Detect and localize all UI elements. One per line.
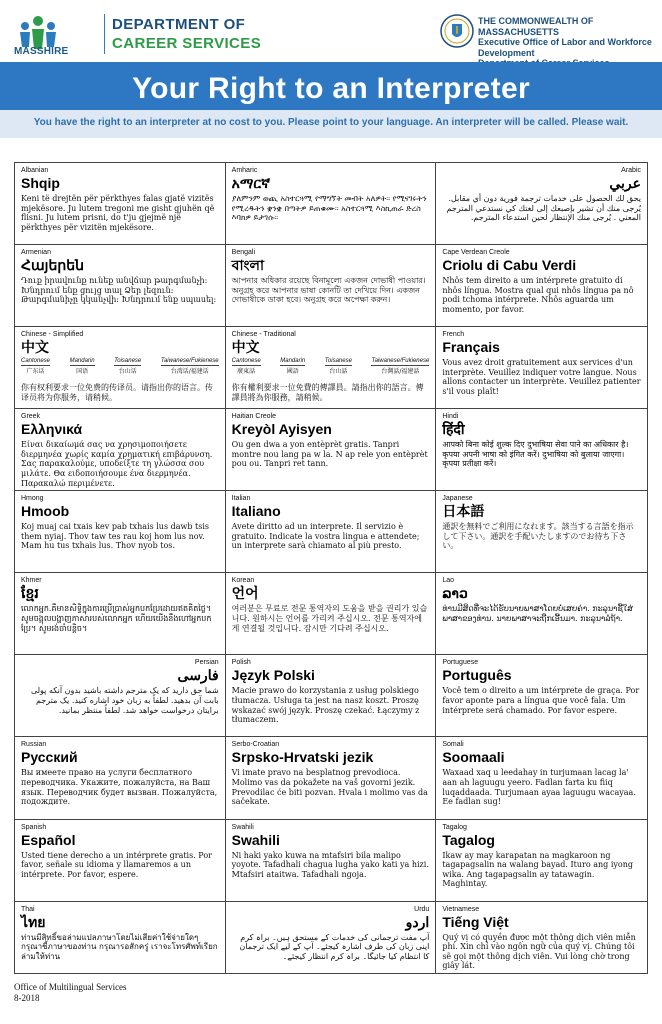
interpreter-message: លោកអ្នក.គឺមានសិទ្ធិក្នុងការប្រើប្រាស់អ្នកបកប្រែដោយឥតគិតថ្លៃ។ សូមចង្អុលបង្ហាញភាសារបស់លោកអ្នក ហើយយើងនឹងហៅអ្នកបកប្រែ។ សូមរង់ចាំបន្តិច។ (21, 604, 212, 633)
language-cell-thai[interactable] (15, 902, 226, 973)
language-native-name: Tiếng Việt (442, 913, 509, 930)
language-cell-italian[interactable] (226, 491, 437, 573)
language-native-name: عربي (609, 175, 641, 191)
interpreter-message: Вы имеете право на услуги бесплатного переводчика. Укажите, пожалуйста, на Ваш язык. Переводчик будет вызван. Пожалуйста, подождите. (21, 768, 218, 807)
dialect-native: 國語 (286, 368, 299, 376)
language-cell-lao[interactable] (436, 573, 647, 655)
dialect-item (114, 358, 141, 375)
dept-title-line1: DEPARTMENT OF (112, 16, 246, 33)
dialect-name: Toisanese (324, 358, 352, 365)
language-cell-arabic[interactable] (436, 163, 647, 245)
interpreter-message: Vi imate pravo na besplatnog prevodioca. Molimo vas da pokažete na vaš govorni jezik. Prevodilac će biti pozvan. Hvala i molimo vas da sačekate. (231, 768, 428, 807)
language-english-name: Russian (21, 741, 47, 749)
dialect-list (232, 358, 430, 375)
language-native-name: فارسی (177, 667, 219, 684)
header-divider (104, 14, 105, 54)
interpreter-message: Ni haki yako kuwa na mtafsiri bila malipo yoyote. Tafadhali chagua lugha yako kati ya hizi. Mtafsiri ataitwa. Tafadhali ngoja. (231, 850, 429, 879)
language-cell-hindi[interactable] (436, 409, 647, 491)
language-cell-armenian[interactable] (15, 245, 226, 327)
language-native-name: Italiano (231, 503, 281, 520)
language-native-name: Kreyòl Ayisyen (231, 421, 332, 438)
language-cell-somali[interactable] (436, 737, 647, 819)
language-english-name: Thai (21, 905, 35, 913)
dialect-name: Cantonese (231, 358, 261, 365)
interpreter-message: شما حق دارید که یک مترجم داشته باشید بدون آنکه پولی بابت آن بدهید. لطفاً به زبان خود اشاره کنید. یک مترجم برایتان درخواست خواهد شد. لطفاً منتظر بمانید. (30, 686, 219, 715)
language-native-name: Shqip (21, 175, 60, 191)
interpreter-message: Είναι δικαίωμά σας να χρησιμοποιήσετε διερμηνέα χωρίς καμία χρηματική επιβάρυνση. Σας παρακαλούμε, υποδείξτε τη γλώσσα σου μιλάτε. Θα ειδοποιήσουμε ένα διερμηνέα. Παρακαλώ περιμένετε. (21, 440, 213, 488)
language-english-name: Vietnamese (442, 905, 480, 913)
dialect-name: Mandarin (69, 358, 95, 365)
masshire-wordmark: MASSHIRE (14, 46, 69, 57)
language-native-name: Français (442, 339, 500, 356)
language-native-name: اردو (405, 913, 430, 930)
commonwealth-name: THE COMMONWEALTH OF MASSACHUSETTS (478, 16, 594, 37)
language-native-name: Soomaali (442, 749, 505, 766)
language-english-name: Somali (442, 741, 464, 749)
dialect-name: Taiwanese/Fukienese (160, 358, 219, 365)
language-cell-greek[interactable] (15, 409, 226, 491)
language-cell-russian[interactable] (15, 737, 226, 819)
language-cell-chinese-traditional[interactable] (226, 327, 437, 409)
language-english-name: Arabic (621, 167, 641, 174)
language-english-name: Armenian (21, 249, 51, 257)
language-english-name: Tagalog (442, 823, 467, 831)
language-native-name: 中文 (231, 339, 260, 356)
language-english-name: Urdu (414, 905, 430, 913)
language-native-name: Criolu di Cabu Verdi (442, 257, 577, 274)
language-cell-serbo-croatian[interactable] (226, 737, 437, 819)
interpreter-message: Quý vị có quyền được một thông dịch viên miễn phí. Xin chỉ vào ngôn ngữ của quý vị. Chúng tôi sẽ gọi một thông dịch viên. Vui lòng chờ trong giây lát. (442, 932, 636, 971)
interpreter-message: Usted tiene derecho a un intérprete gratis. Por favor, señale su idioma y llamaremos a un intérprete. Por favor, espere. (21, 850, 212, 879)
language-english-name: Polish (231, 659, 251, 667)
footer-office: Office of Multilingual Services (14, 982, 127, 992)
language-native-name: Português (442, 667, 512, 684)
footer (14, 982, 127, 1004)
language-native-name: Swahili (231, 831, 280, 848)
language-cell-cape-verdean-creole[interactable] (436, 245, 647, 327)
language-cell-bengali[interactable] (226, 245, 437, 327)
footer-date: 8-2018 (14, 993, 40, 1003)
interpreter-message: يحق لك الحصول على خدمات ترجمة فورية دون أي مقابل. يُرجى منك أن تشير بإصبعك إلى لغتك كي نستدعي المترجم المعني . يُرجى منك الإنتظار لحين استدعاء المترجم. (446, 194, 641, 223)
language-cell-tagalog[interactable] (436, 820, 647, 902)
language-cell-hmong[interactable] (15, 491, 226, 573)
header (0, 0, 662, 62)
language-grid (14, 162, 648, 974)
dialect-native: 广东话 (26, 368, 45, 376)
language-english-name: Greek (21, 413, 41, 421)
interpreter-message: آپ مفت ترجمانی کی خدمات کے مستحق ہیں۔ براہ کرم اپنی زبان کی طرف اشارہ کیجئے۔ آپ کے لیے ایک ترجمان کا انتظام کیا جائیگا۔ براہ کرم انتظار کیجئے۔ (239, 932, 430, 961)
language-native-name: ລາວ (442, 585, 468, 602)
dept-title-line2: CAREER SERVICES (112, 35, 262, 52)
language-native-name: 日本語 (442, 503, 485, 520)
language-native-name: Srpsko-Hrvatski jezik (231, 749, 374, 766)
language-english-name: Hmong (21, 495, 44, 503)
language-cell-persian[interactable] (15, 655, 226, 737)
language-english-name: Lao (442, 577, 455, 585)
language-english-name: Hindi (442, 413, 459, 421)
dialect-name: Cantonese (21, 358, 51, 365)
interpreter-message: ທ່ານມີສິດທີ່ຈະໄດ້ຮັບນາຍພາສາໂດຍບໍ່ເສຍຄ່າ. ກະລຸນາຊີ້ໃສ່ພາສາຂອງທ່ານ. ນາຍພາສາຈະຖືກເອີ້ນມາ. ກະລຸນາລໍຖ້າ. (442, 604, 633, 623)
commonwealth-block (478, 16, 662, 69)
interpreter-message: Ikaw ay may karapatan na magkaroon ng tagapagsalin na walang bayad. Ituro ang iyong wika. Ang tagapagsalin ay tatawagin. Maghintay. (442, 850, 633, 889)
dialect-list (21, 358, 219, 375)
dialect-item (70, 358, 95, 375)
language-cell-urdu[interactable] (226, 902, 437, 973)
dialect-item (325, 358, 352, 375)
executive-office: Executive Office of Labor and Workforce Development (478, 37, 652, 58)
interpreter-message: আপনার অধিকার রয়েছে বিনামূল্যে একজন দোভাষী পাওয়ার। অনুগ্রহ করে আপনার ভাষা কোনটি তা দেখিয়ে দিন। একজন দোভাষীকে ডাকা হবে। অনুগ্রহ করে অপেক্ষা করুন। (231, 276, 426, 305)
language-cell-japanese[interactable] (436, 491, 647, 573)
dialect-name: Toisanese (114, 358, 142, 365)
dialect-native: 廣東話 (237, 368, 256, 376)
language-native-name: Tagalog (442, 831, 495, 848)
language-english-name: Serbo-Croatian (231, 741, 280, 749)
interpreter-message: Avete diritto ad un interprete. Il servizio è gratuito. Indicate la vostra lingua e attendete; un interprete sarà chiamato al più presto. (231, 522, 420, 551)
interpreter-message: 여러분은 무료로 전문 통역자의 도움을 받을 권리가 있습니다. 원하시는 언어를 가리켜 주십시오. 전문 통역자에게 연결될 것입니다. 잠시만 기다려 주십시오. (231, 604, 428, 633)
dialect-native: 台湾话/福建话 (170, 368, 209, 376)
language-english-name: Amharic (231, 167, 258, 174)
language-native-name: 中文 (21, 339, 49, 356)
dialect-native: 台灣話/福建話 (381, 368, 420, 376)
page-subtitle: You have the right to an interpreter at no cost to you. Please point to your language. An interpreter will be called. Please wait. (33, 117, 629, 128)
language-english-name: Korean (231, 577, 255, 585)
interpreter-message: Դուք իրավունք ունեք անվճար թարգմանչի: Խնդրում ենք ցույց տալ Ձեր լեզուն: Թարգմանիչը կկանչվի: Խնդրում ենք սպասել: (21, 276, 217, 305)
language-english-name: Haitian Creole (231, 413, 277, 421)
language-cell-vietnamese[interactable] (436, 902, 647, 973)
language-english-name: Albanian (21, 167, 49, 174)
interpreter-message: 你有權利要求一位免費的傳譯員。請指出你的語言。傳譯員將為你服務，請稍候。 (231, 383, 424, 402)
interpreter-message: ท่านมีสิทธิ์ขอล่ามแปลภาษาโดยไม่เสียค่าใช้จ่ายใดๆ กรุณาชี้ภาษาของท่าน กรุณารอสักครู่ เราจะโทรศัพท์เรียกล่ามให้ท่าน (21, 932, 218, 961)
language-native-name: ខ្មែរ (21, 585, 39, 602)
dialect-name: Taiwanese/Fukienese (371, 358, 430, 365)
language-native-name: Język Polski (231, 667, 315, 684)
language-native-name: 언어 (231, 585, 259, 602)
language-english-name: Cape Verdean Creole (442, 249, 510, 257)
language-native-name: Հայերեն (21, 257, 84, 274)
language-english-name: Persian (194, 659, 219, 667)
language-native-name: ไทย (21, 913, 46, 930)
language-english-name: Portuguese (442, 659, 479, 667)
language-native-name: বাংলা (231, 257, 265, 274)
language-english-name: Spanish (21, 823, 47, 831)
interpreter-message: Você tem o direito a um intérprete de graça. Por favor aponte para a língua que você fala. Um intérprete será chamado. Por favor espere. (442, 686, 640, 715)
dialect-item (161, 358, 219, 375)
interpreter-message: ያለምንም ወጪ አስተርጓሚ የማግኘት መብት አለዎት። የሚናገሩትን የሚረዱትን ቋንቋ በጣትዎ ይጠቁሙ። አስተርጓሚ እስኪጠራ ድረስ እባክዎ ይታገሱ። (231, 194, 427, 223)
language-cell-haitian-creole[interactable] (226, 409, 437, 491)
language-native-name: Español (21, 831, 76, 848)
language-native-name: हिंदी (442, 421, 465, 438)
language-english-name: Khmer (21, 577, 42, 585)
interpreter-message: Waxaad xaq u leedahay in turjumaan lacag la' aan ah laguugu yeero. Fadlan farta ku fiiq luqaddaada. Turjumaan ayaa laguugu wacayaa. Ee fadlan sug! (442, 768, 636, 807)
interpreter-message: 通訳を無料でご利用になれます。該当する言語を指示して下さい。通訳を手配いたしますのでお待ち下さい。 (442, 522, 634, 551)
dialect-item (21, 358, 50, 375)
language-cell-swahili[interactable] (226, 820, 437, 902)
language-cell-amharic[interactable] (226, 163, 437, 245)
interpreter-message: Vous avez droit gratuitement aux services d'un interprète. Veuillez indiquer votre langue. Nous allons contacter un interprète. Veuillez patienter s'il vous plaît! (442, 358, 641, 396)
language-english-name: Bengali (231, 249, 256, 257)
language-english-name: Italian (231, 495, 251, 503)
language-cell-french[interactable] (436, 327, 647, 409)
language-cell-khmer[interactable] (15, 573, 226, 655)
language-english-name: Chinese - Simplified (21, 331, 84, 339)
dialect-item (232, 358, 261, 375)
language-native-name: Ελληνικά (21, 421, 83, 438)
interpreter-message: Nhôs tem direito a um intérprete gratuito di nhôs língua. Mostra qual qui nhôs língua pa nô podi tchoma intérprete. Nhôs aguarda um momento, por favor. (442, 276, 634, 314)
interpreter-message: Keni të drejtën për përkthyes falas gjatë vizitës mjekësore. Ju lutem tregoni me gisht gjuhën që flisni. Ju lutem prisni, do t'ju gjejmë një përkthyes për vizitën mjekësore. (21, 194, 215, 232)
dialect-item (371, 358, 429, 375)
interpreter-message: आपको बिना कोई शुल्क दिए दुभाषिया सेवा पाने का अधिकार है। कृपया अपनी भाषा को इंगित करें। दुभाषिया को बुलाया जाएगा। कृपया प्रतीक्षा करें। (442, 440, 629, 469)
language-cell-chinese-simplified[interactable] (15, 327, 226, 409)
language-cell-portuguese[interactable] (436, 655, 647, 737)
page-title: Your Right to an Interpreter (132, 72, 530, 105)
interpreter-message: Koj muaj cai txais kev pab txhais lus dawb tsis them nyiaj. Thov taw tes rau koj hom lus nov. Mam hu tus txhais lus. Thov nyob tos. (21, 522, 209, 551)
dialect-native: 台山話 (329, 368, 348, 376)
language-english-name: French (442, 331, 465, 339)
language-native-name: Hmoob (21, 503, 70, 520)
language-cell-korean[interactable] (226, 573, 437, 655)
language-english-name: Swahili (231, 823, 254, 831)
language-cell-spanish[interactable] (15, 820, 226, 902)
interpreter-message: Macie prawo do korzystania z usług polskiego tłumacza. Usługa ta jest na nasz koszt. Proszę wskazać swój język. Proszę czekać. Łączymy z tłumaczem. (231, 686, 420, 725)
language-english-name: Japanese (442, 495, 473, 503)
language-native-name: Русский (21, 749, 78, 766)
state-seal-icon (440, 14, 474, 48)
dialect-name: Mandarin (280, 358, 306, 365)
language-english-name: Chinese - Traditional (231, 331, 296, 339)
language-native-name: አማርኛ (231, 175, 270, 191)
dialect-item (280, 358, 305, 375)
interpreter-message: Ou gen dwa a yon entèprèt gratis. Tanpri montre nou lang pa w la. N ap rele yon entèprèt pou ou. Tanpri ret tann. (231, 440, 428, 469)
interpreter-message: 你有权利要求一位免费的传译员。请指出你的语言。传译员将为你服务，请稍候。 (21, 383, 213, 402)
language-cell-polish[interactable] (226, 655, 437, 737)
dialect-native: 国语 (76, 368, 89, 376)
dialect-native: 台山话 (118, 368, 137, 376)
language-cell-albanian[interactable] (15, 163, 226, 245)
